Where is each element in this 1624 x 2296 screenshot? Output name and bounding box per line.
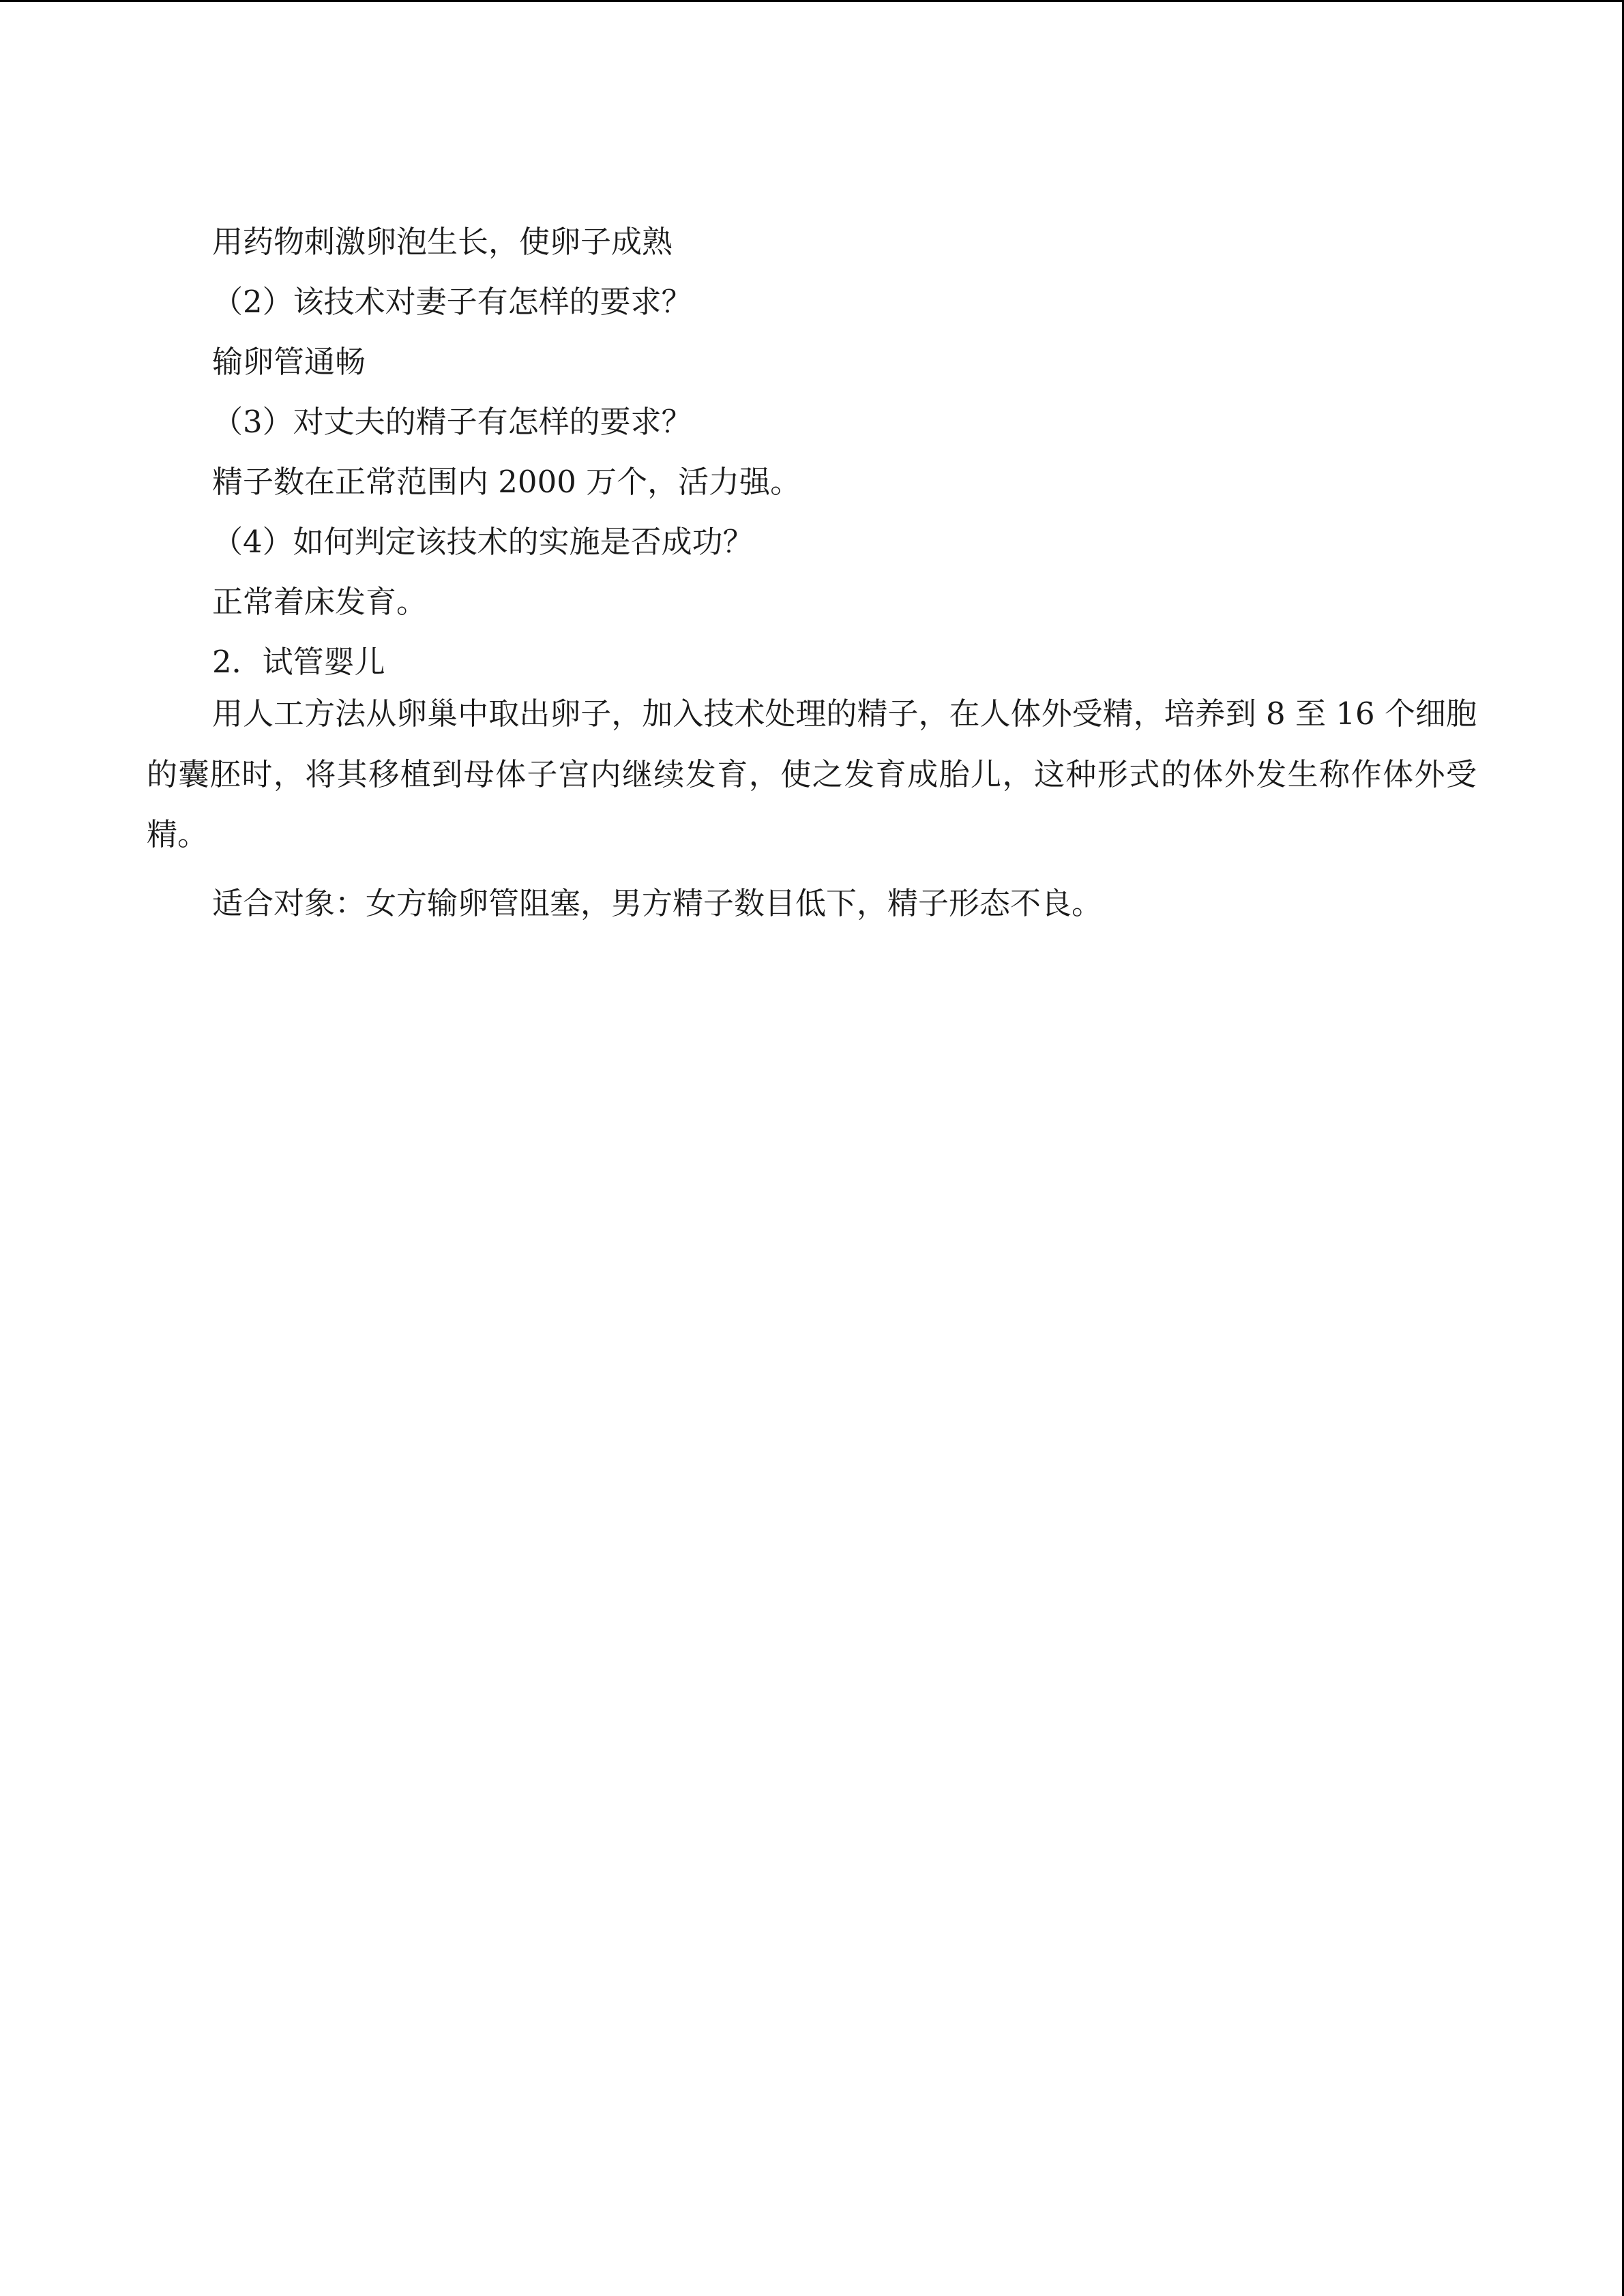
answer-4: 正常着床发育。: [212, 584, 428, 620]
answer-3: 精子数在正常范围内 2000 万个，活力强。: [212, 464, 801, 500]
question-3: （3）对丈夫的精子有怎样的要求？: [212, 404, 692, 440]
answer-2: 输卵管通畅: [212, 344, 366, 380]
question-4: （4）如何判定该技术的实施是否成功？: [212, 524, 754, 560]
suitable-subjects: 适合对象：女方输卵管阻塞，男方精子数目低下，精子形态不良。: [212, 885, 1103, 921]
question-2: （2）该技术对妻子有怎样的要求？: [212, 284, 692, 320]
ivf-paragraph: 用人工方法从卵巢中取出卵子，加入技术处理的精子，在人体外受精，培养到 8 至 16 个细胞的囊胚时，将其移植到母体子宫内继续发育，使之发育成胎儿，这种形式的体外发生称作体外受精。: [147, 696, 1477, 852]
text-line-method: 用药物刺激卵泡生长，使卵子成熟: [212, 224, 673, 260]
section-heading: 2．试管婴儿: [212, 644, 385, 680]
